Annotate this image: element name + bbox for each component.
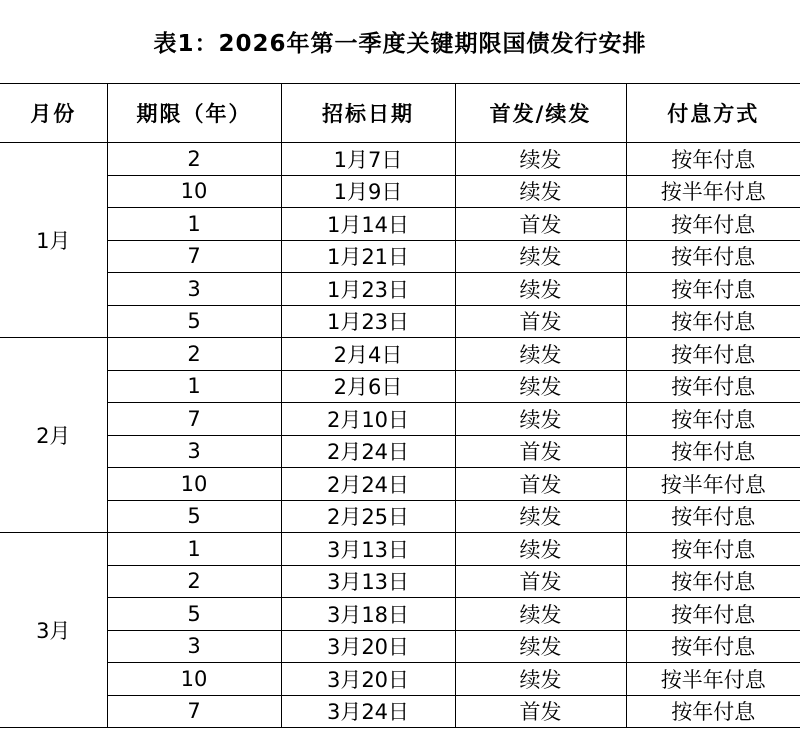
header-month: 月份 [0, 84, 107, 143]
payment-cell: 按半年付息 [626, 468, 800, 501]
type-cell: 首发 [455, 305, 626, 338]
payment-cell: 按年付息 [626, 533, 800, 566]
term-cell: 1 [107, 370, 281, 403]
date-cell: 2月24日 [281, 435, 455, 468]
payment-cell: 按年付息 [626, 370, 800, 403]
table-row [0, 273, 800, 306]
table-row [0, 598, 800, 631]
date-cell: 2月6日 [281, 370, 455, 403]
table-row [0, 630, 800, 663]
type-cell: 续发 [455, 403, 626, 436]
type-cell: 续发 [455, 338, 626, 371]
table-body [0, 143, 800, 728]
payment-cell: 按年付息 [626, 598, 800, 631]
date-cell: 3月18日 [281, 598, 455, 631]
payment-cell: 按年付息 [626, 305, 800, 338]
table-row [0, 468, 800, 501]
header-row [0, 84, 800, 143]
type-cell: 续发 [455, 598, 626, 631]
title-bar [0, 0, 800, 83]
month-cell: 3月 [0, 533, 107, 728]
date-cell: 1月21日 [281, 240, 455, 273]
date-cell: 2月4日 [281, 338, 455, 371]
date-cell: 2月24日 [281, 468, 455, 501]
table-title: 表1：2026年第一季度关键期限国债发行安排 [153, 31, 647, 57]
table-row [0, 533, 800, 566]
term-cell: 3 [107, 273, 281, 306]
payment-cell: 按年付息 [626, 403, 800, 436]
type-cell: 续发 [455, 663, 626, 696]
date-cell: 1月9日 [281, 175, 455, 208]
table-row [0, 435, 800, 468]
date-cell: 1月14日 [281, 208, 455, 241]
date-cell: 3月20日 [281, 630, 455, 663]
header-date: 招标日期 [281, 84, 455, 143]
payment-cell: 按半年付息 [626, 175, 800, 208]
header-type: 首发/续发 [455, 84, 626, 143]
term-cell: 5 [107, 598, 281, 631]
term-cell: 7 [107, 403, 281, 436]
term-cell: 2 [107, 565, 281, 598]
term-cell: 3 [107, 630, 281, 663]
header-term: 期限（年） [107, 84, 281, 143]
type-cell: 首发 [455, 435, 626, 468]
table-row [0, 695, 800, 728]
table-row [0, 370, 800, 403]
payment-cell: 按年付息 [626, 565, 800, 598]
type-cell: 首发 [455, 565, 626, 598]
term-cell: 7 [107, 695, 281, 728]
payment-cell: 按年付息 [626, 208, 800, 241]
payment-cell: 按年付息 [626, 273, 800, 306]
table-row [0, 305, 800, 338]
type-cell: 续发 [455, 630, 626, 663]
header-payment: 付息方式 [626, 84, 800, 143]
payment-cell: 按年付息 [626, 338, 800, 371]
table-row [0, 240, 800, 273]
type-cell: 续发 [455, 143, 626, 176]
type-cell: 首发 [455, 695, 626, 728]
table-row [0, 208, 800, 241]
term-cell: 1 [107, 208, 281, 241]
term-cell: 2 [107, 143, 281, 176]
term-cell: 5 [107, 500, 281, 533]
type-cell: 续发 [455, 370, 626, 403]
payment-cell: 按年付息 [626, 435, 800, 468]
date-cell: 3月13日 [281, 565, 455, 598]
term-cell: 10 [107, 468, 281, 501]
term-cell: 2 [107, 338, 281, 371]
table-row [0, 403, 800, 436]
table-row [0, 338, 800, 371]
table-row [0, 565, 800, 598]
type-cell: 首发 [455, 208, 626, 241]
payment-cell: 按年付息 [626, 240, 800, 273]
term-cell: 7 [107, 240, 281, 273]
type-cell: 续发 [455, 240, 626, 273]
payment-cell: 按年付息 [626, 143, 800, 176]
type-cell: 首发 [455, 468, 626, 501]
month-cell: 1月 [0, 143, 107, 338]
table-row [0, 143, 800, 176]
month-cell: 2月 [0, 338, 107, 533]
payment-cell: 按半年付息 [626, 663, 800, 696]
issuance-table [0, 83, 800, 728]
date-cell: 2月10日 [281, 403, 455, 436]
date-cell: 3月13日 [281, 533, 455, 566]
table-row [0, 663, 800, 696]
payment-cell: 按年付息 [626, 500, 800, 533]
date-cell: 3月24日 [281, 695, 455, 728]
term-cell: 10 [107, 663, 281, 696]
term-cell: 5 [107, 305, 281, 338]
table-row [0, 175, 800, 208]
date-cell: 1月23日 [281, 305, 455, 338]
term-cell: 1 [107, 533, 281, 566]
date-cell: 1月23日 [281, 273, 455, 306]
table-row [0, 500, 800, 533]
type-cell: 续发 [455, 500, 626, 533]
payment-cell: 按年付息 [626, 630, 800, 663]
term-cell: 3 [107, 435, 281, 468]
date-cell: 2月25日 [281, 500, 455, 533]
date-cell: 1月7日 [281, 143, 455, 176]
type-cell: 续发 [455, 273, 626, 306]
type-cell: 续发 [455, 175, 626, 208]
type-cell: 续发 [455, 533, 626, 566]
payment-cell: 按年付息 [626, 695, 800, 728]
date-cell: 3月20日 [281, 663, 455, 696]
term-cell: 10 [107, 175, 281, 208]
